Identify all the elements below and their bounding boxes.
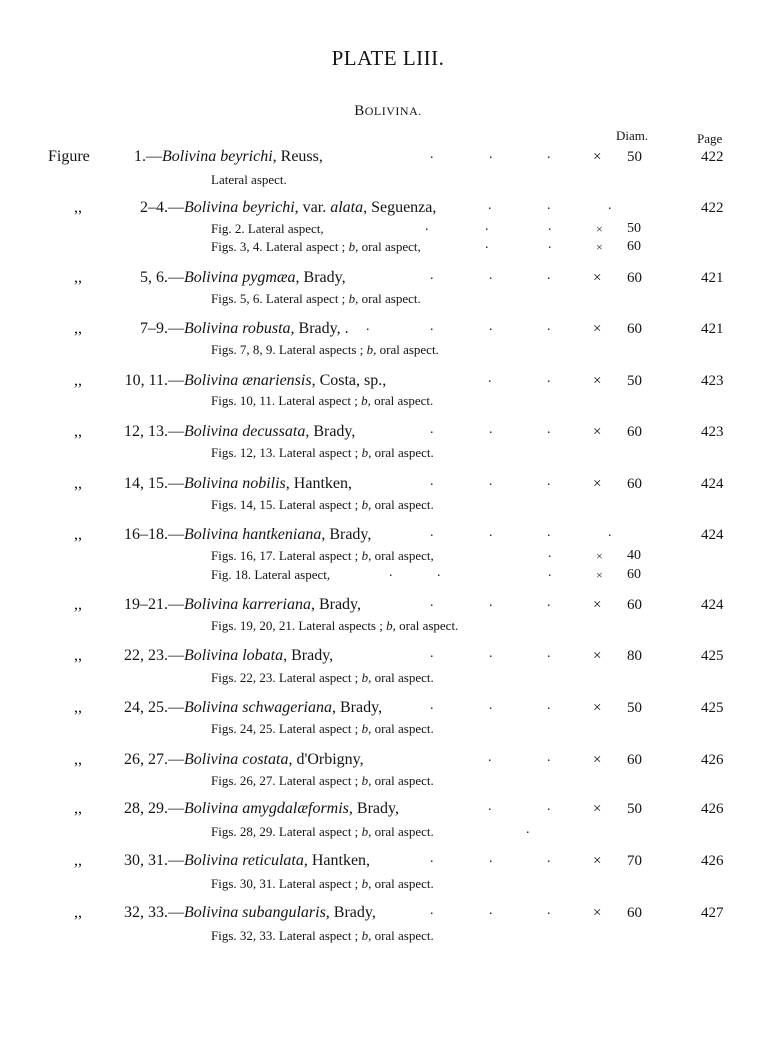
page-number: 426	[701, 752, 724, 768]
entry-line	[74, 852, 574, 870]
species-name: nobilis	[242, 475, 286, 492]
diameter-value: 50	[627, 221, 641, 236]
page-number: 427	[701, 905, 724, 921]
aspect-letter: b	[348, 291, 356, 306]
aspect-letter: b	[361, 824, 369, 839]
magnification-sign: ×	[593, 373, 602, 389]
entry-line	[74, 423, 574, 441]
figure-numbers: 12, 13.—	[124, 423, 184, 440]
sub-caption	[211, 497, 434, 513]
leader-dot: .	[430, 851, 434, 866]
magnification-sign: ×	[596, 222, 603, 236]
leader-dot: .	[488, 750, 492, 765]
diameter-value: 60	[627, 239, 641, 254]
leader-dot: .	[548, 219, 552, 234]
page-number: 426	[701, 853, 724, 869]
leader-dot: .	[485, 219, 489, 234]
aspect-letter: b	[386, 618, 393, 633]
genus-name: Bolivina	[184, 526, 239, 543]
page-number: 423	[701, 373, 724, 389]
genus-name: Bolivina	[184, 269, 239, 286]
genus-name: Bolivina	[184, 475, 239, 492]
leader-dot: .	[430, 319, 434, 334]
authority: , Brady,	[321, 526, 372, 543]
ditto-mark: ,,	[74, 526, 82, 543]
species-name: subangularis	[242, 904, 326, 921]
page-number: 425	[701, 648, 724, 664]
sub-caption-text: Figs. 3, 4. Lateral aspect ;	[211, 239, 349, 254]
species-name: amygdalæformis	[242, 800, 349, 817]
leader-dot: .	[488, 198, 492, 213]
aspect-letter: b	[361, 393, 368, 408]
leader-dot: .	[548, 237, 552, 252]
sub-caption	[211, 928, 434, 944]
leader-dot: .	[489, 268, 493, 283]
leader-dot: .	[425, 219, 429, 234]
species-name: decussata	[242, 423, 306, 440]
entry-line	[74, 526, 574, 544]
aspect-letter: b	[348, 239, 356, 254]
entry-line	[74, 475, 574, 493]
sub-caption-text: Figs. 28, 29. Lateral aspect ;	[211, 824, 362, 839]
aspect-letter: b	[361, 445, 369, 460]
entry-line	[74, 320, 574, 338]
leader-dot: .	[430, 474, 434, 489]
species-name: reticulata	[242, 852, 304, 869]
entry-line	[74, 699, 574, 717]
sub-caption-text: Figs. 12, 13. Lateral aspect ;	[211, 445, 362, 460]
entry-line	[74, 904, 574, 922]
sub-caption	[211, 773, 434, 789]
ditto-mark: ,,	[74, 852, 82, 869]
authority: , Brady,	[283, 647, 334, 664]
leader-dot: .	[489, 903, 493, 918]
sub-caption-rest: , oral aspect.	[355, 291, 421, 306]
sub-caption-text: Figs. 30, 31. Lateral aspect ;	[211, 876, 362, 891]
diameter-value: 50	[627, 801, 642, 817]
aspect-letter: b	[361, 670, 369, 685]
aspect-letter: b	[361, 548, 369, 563]
entry-line	[74, 199, 574, 217]
section-title-initial: B	[354, 103, 365, 119]
magnification-sign: ×	[593, 700, 602, 716]
diameter-value: 60	[627, 905, 642, 921]
figure-numbers: 16–18.—	[124, 526, 184, 543]
page-number: 421	[701, 270, 724, 286]
leader-dot: .	[430, 646, 434, 661]
ditto-mark: ,,	[74, 699, 82, 716]
sub-caption-text: Figs. 19, 20, 21. Lateral aspects ;	[211, 618, 387, 633]
diameter-value: 60	[627, 321, 642, 337]
magnification-sign: ×	[593, 648, 602, 664]
genus-name: Bolivina	[184, 751, 239, 768]
sub-caption	[211, 548, 434, 564]
sub-caption-rest: , oral aspect.	[392, 618, 459, 633]
sub-caption-text: Fig. 2. Lateral aspect,	[211, 221, 324, 236]
figure-numbers: 32, 33.—	[124, 904, 184, 921]
figure-numbers: 10, 11.—	[124, 372, 184, 389]
sub-caption	[211, 172, 287, 188]
species-name: karreriana	[242, 596, 311, 613]
authority: , Seguenza,	[363, 199, 437, 216]
sub-caption	[211, 342, 439, 358]
leader-dot: .	[608, 198, 612, 213]
species-name: beyrichi	[242, 199, 295, 216]
leader-dot: .	[547, 371, 551, 386]
diameter-value: 50	[627, 149, 642, 165]
sub-caption-text: Figs. 5, 6. Lateral aspect ;	[211, 291, 349, 306]
column-header-page: Page	[697, 131, 723, 146]
diameter-value: 40	[627, 548, 641, 563]
page-number: 424	[701, 527, 724, 543]
genus-name: Bolivina	[162, 148, 217, 165]
genus-name: Bolivina	[184, 199, 239, 216]
leader-dot: .	[489, 422, 493, 437]
leader-dot: .	[430, 525, 434, 540]
sub-caption	[211, 824, 434, 840]
diameter-value: 50	[627, 700, 642, 716]
magnification-sign: ×	[596, 549, 603, 563]
aspect-letter: b	[361, 497, 369, 512]
sub-caption-rest: , oral aspect.	[368, 928, 434, 943]
authority: , Hantken,	[303, 852, 371, 869]
authority: , Brady,	[305, 423, 356, 440]
aspect-letter: b	[361, 721, 369, 736]
magnification-sign: ×	[593, 752, 602, 768]
diameter-value: 60	[627, 597, 642, 613]
ditto-mark: ,,	[74, 904, 82, 921]
leader-dot: .	[430, 422, 434, 437]
authority: , Brady, .	[290, 320, 349, 337]
sub-caption-text: Figs. 32, 33. Lateral aspect ;	[211, 928, 362, 943]
entry-line	[74, 751, 574, 769]
leader-dot: .	[547, 422, 551, 437]
entry-line	[74, 596, 574, 614]
leader-dot: .	[548, 546, 552, 561]
sub-caption-rest: , oral aspect.	[368, 497, 434, 512]
ditto-mark: ,,	[74, 800, 82, 817]
species-name: beyrichi	[220, 148, 273, 165]
sub-caption-rest: , oral aspect,	[355, 239, 421, 254]
leader-dot: .	[488, 371, 492, 386]
magnification-sign: ×	[596, 240, 603, 254]
leader-dot: .	[547, 799, 551, 814]
entry-line	[74, 372, 574, 390]
ditto-mark: ,,	[74, 596, 82, 613]
plate-title: PLATE LIII.	[331, 46, 445, 70]
figure-numbers: 28, 29.—	[124, 800, 184, 817]
aspect-letter: b	[361, 773, 369, 788]
sub-caption-text: Fig. 18. Lateral aspect,	[211, 567, 331, 582]
page-number: 423	[701, 424, 724, 440]
species-name: hantkeniana	[242, 526, 322, 543]
genus-name: Bolivina	[184, 800, 239, 817]
magnification-sign: ×	[596, 568, 603, 582]
leader-dot: .	[366, 319, 370, 334]
entry-line	[74, 647, 574, 665]
sub-caption	[211, 445, 434, 461]
leader-dot: .	[489, 698, 493, 713]
magnification-sign: ×	[593, 270, 602, 286]
authority: , Hantken,	[285, 475, 352, 492]
sub-caption-text: Figs. 26, 27. Lateral aspect ;	[211, 773, 362, 788]
genus-name: Bolivina	[184, 647, 239, 664]
sub-caption-text: Figs. 10, 11. Lateral aspect ;	[211, 393, 362, 408]
sub-caption-rest: , oral aspect.	[368, 721, 434, 736]
leader-dot: .	[547, 525, 551, 540]
ditto-mark: ,,	[74, 423, 82, 440]
magnification-sign: ×	[593, 853, 602, 869]
ditto-mark: ,,	[74, 751, 82, 768]
ditto-mark: ,,	[74, 269, 82, 286]
leader-dot: .	[547, 268, 551, 283]
species-name: lobata	[242, 647, 284, 664]
leader-dot: .	[547, 147, 551, 162]
variety-name: alata	[330, 199, 364, 216]
page-number: 422	[701, 200, 724, 216]
sub-caption-text: Figs. 22, 23. Lateral aspect ;	[211, 670, 362, 685]
sub-caption	[211, 567, 330, 583]
section-title-rest: OLIVINA.	[364, 104, 422, 118]
diameter-value: 60	[627, 567, 641, 582]
diameter-value: 80	[627, 648, 642, 664]
ditto-mark: ,,	[74, 647, 82, 664]
leader-dot: .	[489, 147, 493, 162]
leader-dot: .	[430, 595, 434, 610]
leader-dot: .	[547, 595, 551, 610]
genus-name: Bolivina	[184, 699, 239, 716]
leader-dot: .	[437, 565, 441, 580]
figure-numbers: 22, 23.—	[124, 647, 184, 664]
genus-name: Bolivina	[184, 904, 239, 921]
sub-caption-rest: , oral aspect.	[368, 876, 434, 891]
section-title	[0, 103, 776, 120]
leader-dot: .	[489, 525, 493, 540]
magnification-sign: ×	[593, 597, 602, 613]
leader-dot: .	[547, 750, 551, 765]
magnification-sign: ×	[593, 424, 602, 440]
authority: , Brady,	[295, 269, 346, 286]
figure-numbers: 24, 25.—	[124, 699, 184, 716]
leader-dot: .	[488, 799, 492, 814]
leader-dot: .	[489, 474, 493, 489]
leader-dot: .	[389, 565, 393, 580]
leader-dot: .	[489, 595, 493, 610]
leader-dot: .	[608, 525, 612, 540]
leader-dot: .	[430, 147, 434, 162]
page-number: 421	[701, 321, 724, 337]
genus-name: Bolivina	[184, 372, 239, 389]
sub-caption	[211, 670, 434, 686]
authority: , Costa, sp.,	[311, 372, 387, 389]
leader-dot: .	[430, 268, 434, 283]
figure-word: Figure	[48, 148, 90, 165]
diameter-value: 60	[627, 270, 642, 286]
aspect-letter: b	[361, 928, 369, 943]
ditto-mark: ,,	[74, 199, 82, 216]
ditto-mark: ,,	[74, 475, 82, 492]
diameter-value: 60	[627, 476, 642, 492]
sub-caption	[211, 291, 421, 307]
species-name: schwageriana	[242, 699, 332, 716]
magnification-sign: ×	[593, 905, 602, 921]
page-number: 422	[701, 149, 724, 165]
leader-dot: .	[547, 474, 551, 489]
authority: , Brady,	[332, 699, 383, 716]
sub-caption-rest: , oral aspect.	[368, 773, 434, 788]
genus-name: Bolivina	[184, 320, 239, 337]
authority: , Reuss,	[272, 148, 323, 165]
sub-caption-text: Figs. 24, 25. Lateral aspect ;	[211, 721, 362, 736]
leader-dot: .	[547, 698, 551, 713]
sub-caption-rest: , oral aspect.	[368, 445, 434, 460]
diameter-value: 70	[627, 853, 642, 869]
magnification-sign: ×	[593, 149, 602, 165]
sub-caption-rest: , oral aspect,	[368, 548, 434, 563]
genus-name: Bolivina	[184, 423, 239, 440]
sub-caption-text: Figs. 14, 15. Lateral aspect ;	[211, 497, 362, 512]
leader-dot: .	[547, 198, 551, 213]
genus-name: Bolivina	[184, 596, 239, 613]
leader-dot: .	[547, 646, 551, 661]
species-name: costata	[242, 751, 289, 768]
sub-caption-rest: , oral aspect.	[367, 393, 434, 408]
sub-caption-text: Lateral aspect.	[211, 172, 287, 187]
sub-caption	[211, 393, 433, 409]
leader-dot: .	[526, 822, 530, 837]
diameter-value: 60	[627, 424, 642, 440]
genus-name: Bolivina	[184, 852, 239, 869]
leader-dot: .	[489, 851, 493, 866]
leader-dot: .	[547, 851, 551, 866]
figure-numbers: 14, 15.—	[124, 475, 184, 492]
species-name: ænariensis	[242, 372, 312, 389]
figure-numbers: 5, 6.—	[140, 269, 184, 286]
entry-line	[48, 148, 548, 166]
entry-line	[74, 269, 574, 287]
page-number: 425	[701, 700, 724, 716]
ditto-mark: ,,	[74, 372, 82, 389]
leader-dot: .	[548, 565, 552, 580]
authority: , d'Orbigny,	[288, 751, 364, 768]
page-number: 424	[701, 597, 724, 613]
diameter-value: 50	[627, 373, 642, 389]
sub-caption	[211, 239, 421, 255]
magnification-sign: ×	[593, 801, 602, 817]
magnification-sign: ×	[593, 476, 602, 492]
leader-dot: .	[430, 698, 434, 713]
sub-caption-rest: , oral aspect.	[368, 824, 434, 839]
column-header-diam: Diam.	[616, 128, 649, 143]
figure-numbers: 7–9.—	[140, 320, 184, 337]
sub-caption-rest: , oral aspect.	[368, 670, 434, 685]
sub-caption-rest: , oral aspect.	[373, 342, 439, 357]
figure-numbers: 2–4.—	[140, 199, 184, 216]
ditto-mark: ,,	[74, 320, 82, 337]
page-number: 424	[701, 476, 724, 492]
figure-numbers: 19–21.—	[124, 596, 184, 613]
leader-dot: .	[430, 903, 434, 918]
figure-numbers: 30, 31.—	[124, 852, 184, 869]
species-name: pygmæa	[242, 269, 296, 286]
sub-caption	[211, 221, 324, 237]
figure-numbers: 1.—	[134, 148, 162, 165]
sub-caption	[211, 876, 434, 892]
leader-dot: .	[547, 319, 551, 334]
aspect-letter: b	[366, 342, 374, 357]
page-number: 426	[701, 801, 724, 817]
diameter-value: 60	[627, 752, 642, 768]
variety-label: , var.	[294, 199, 331, 216]
aspect-letter: b	[361, 876, 369, 891]
leader-dot: .	[489, 646, 493, 661]
sub-caption	[211, 721, 434, 737]
authority: , Brady,	[348, 800, 399, 817]
sub-caption-text: Figs. 16, 17. Lateral aspect ;	[211, 548, 362, 563]
authority: , Brady,	[325, 904, 376, 921]
authority: , Brady,	[310, 596, 362, 613]
figure-numbers: 26, 27.—	[124, 751, 184, 768]
leader-dot: .	[547, 903, 551, 918]
leader-dot: .	[489, 319, 493, 334]
sub-caption-text: Figs. 7, 8, 9. Lateral aspects ;	[211, 342, 367, 357]
species-name: robusta	[242, 320, 291, 337]
entry-line	[74, 800, 574, 818]
leader-dot: .	[485, 237, 489, 252]
magnification-sign: ×	[593, 321, 602, 337]
sub-caption	[211, 618, 458, 634]
